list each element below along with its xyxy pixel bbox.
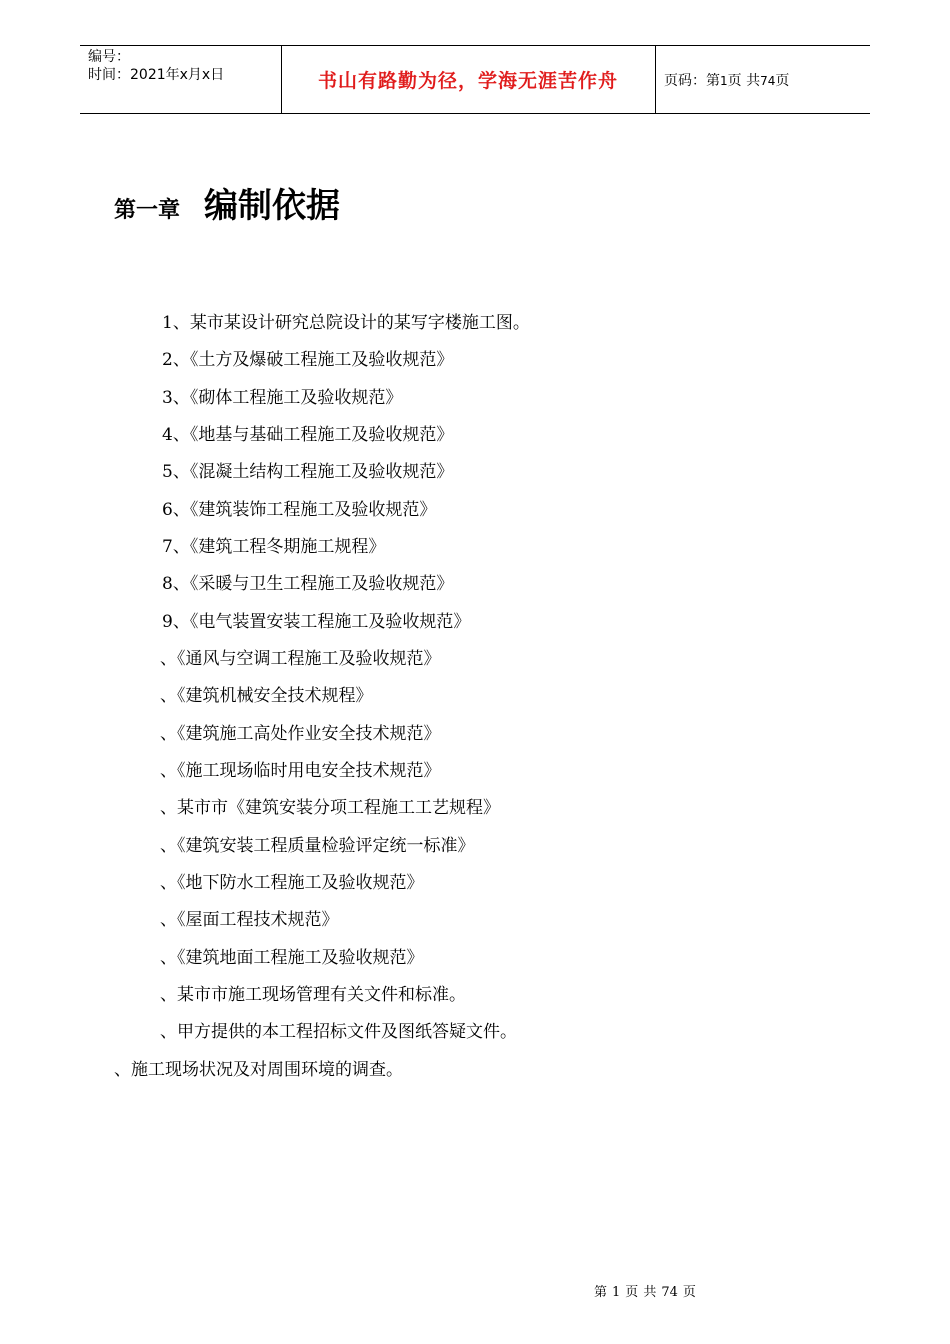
page-current: 1 (720, 74, 728, 88)
basis-item: 、某市市施工现场管理有关文件和标准。 (160, 985, 466, 1005)
basis-item: 5、《混凝土结构工程施工及验收规范》 (162, 462, 454, 482)
basis-item: 、《屋面工程技术规范》 (160, 910, 339, 930)
basis-item: 、《建筑安装工程质量检验评定统一标准》 (160, 836, 475, 856)
header-bottom-rule (80, 113, 870, 114)
footer-text: 页 (682, 1285, 696, 1300)
page-label: 页码：第 (664, 73, 720, 89)
footer-text: 页 (625, 1285, 639, 1300)
time-label: 时间：2021年x月x日 (88, 67, 225, 83)
basis-item: 2、《土方及爆破工程施工及验收规范》 (162, 350, 454, 370)
footer-text: 共 (643, 1285, 657, 1300)
basis-item: 1、某市某设计研究总院设计的某写字楼施工图。 (162, 313, 530, 333)
basis-item: 、《建筑机械安全技术规程》 (160, 686, 373, 706)
basis-item: 、《建筑施工高处作业安全技术规范》 (160, 724, 441, 744)
page-total: 74 (760, 74, 776, 88)
chapter-heading (114, 178, 340, 227)
page-footer (594, 1281, 701, 1300)
page-mid: 页 共 (727, 73, 761, 89)
basis-item: 4、《地基与基础工程施工及验收规范》 (162, 425, 454, 445)
header-page-info (664, 70, 789, 90)
chapter-label: 第一章 (114, 198, 181, 223)
basis-item: 、施工现场状况及对周围环境的调查。 (114, 1060, 403, 1080)
footer-text: 第 (594, 1285, 608, 1300)
basis-item: 、某市市《建筑安装分项工程施工工艺规程》 (160, 798, 500, 818)
basis-item: 6、《建筑装饰工程施工及验收规范》 (162, 500, 437, 520)
basis-item: 、《通风与空调工程施工及验收规范》 (160, 649, 441, 669)
header-divider (655, 45, 656, 113)
basis-item: 、甲方提供的本工程招标文件及图纸答疑文件。 (160, 1022, 517, 1042)
header-meta (88, 48, 224, 84)
basis-item: 、《地下防水工程施工及验收规范》 (160, 873, 424, 893)
header-top-rule (80, 45, 870, 46)
header-motto: 书山有路勤为径，学海无涯苦作舟 (317, 70, 618, 92)
footer-page-current: 1 (612, 1285, 621, 1300)
basis-item: 7、《建筑工程冬期施工规程》 (162, 537, 386, 557)
basis-item: 8、《采暖与卫生工程施工及验收规范》 (162, 574, 454, 594)
basis-item: 、《建筑地面工程施工及验收规范》 (160, 948, 424, 968)
serial-label: 编号： (88, 49, 130, 65)
basis-item: 、《施工现场临时用电安全技术规范》 (160, 761, 441, 781)
chapter-title: 编制依据 (204, 186, 341, 226)
basis-item: 3、《砌体工程施工及验收规范》 (162, 388, 403, 408)
footer-page-total: 74 (661, 1285, 678, 1300)
page-end: 页 (775, 73, 790, 89)
basis-item: 9、《电气装置安装工程施工及验收规范》 (162, 612, 471, 632)
